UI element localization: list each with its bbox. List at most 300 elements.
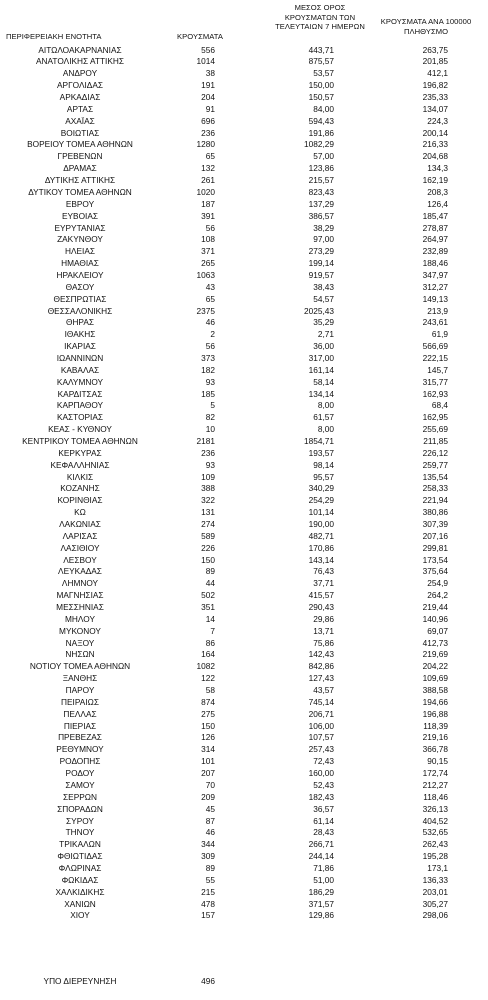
cell-region: ΥΠΟ ΔΙΕΡΕΥΝΗΣΗ bbox=[43, 976, 117, 986]
cell-7day-average: 266,71 bbox=[308, 839, 334, 850]
table-row bbox=[0, 756, 488, 768]
cell-7day-average: 482,71 bbox=[308, 530, 334, 541]
cell-region: ΑΧΑΪΑΣ bbox=[65, 115, 95, 126]
cell-region: ΚΕΑΣ - ΚΥΘΝΟΥ bbox=[48, 424, 112, 435]
table-row bbox=[0, 899, 488, 911]
table-row bbox=[0, 638, 488, 650]
cell-7day-average: 75,86 bbox=[313, 637, 334, 648]
cell-7day-average: 160,00 bbox=[308, 768, 334, 779]
table-row bbox=[0, 294, 488, 306]
cell-cases: 874 bbox=[201, 696, 215, 707]
table-row-under-investigation bbox=[0, 976, 488, 988]
cell-rate-per-100000: 232,89 bbox=[422, 246, 448, 257]
cell-region: ΞΑΝΘΗΣ bbox=[62, 673, 98, 684]
cell-cases: 696 bbox=[201, 115, 215, 126]
cell-rate-per-100000: 219,44 bbox=[422, 602, 448, 613]
cell-cases: 187 bbox=[201, 198, 215, 209]
table-row bbox=[0, 223, 488, 235]
cell-cases: 371 bbox=[201, 246, 215, 257]
cell-cases: 10 bbox=[205, 424, 215, 435]
cell-region: ΑΡΚΑΔΙΑΣ bbox=[59, 92, 101, 103]
cell-cases: 1063 bbox=[196, 269, 215, 280]
cell-cases: 44 bbox=[205, 578, 215, 589]
table-row bbox=[0, 56, 488, 68]
table-row bbox=[0, 317, 488, 329]
cell-7day-average: 193,57 bbox=[308, 447, 334, 458]
cell-region: ΑΡΤΑΣ bbox=[66, 103, 94, 114]
cell-region: ΛΕΥΚΑΔΑΣ bbox=[58, 566, 102, 577]
cell-region: ΜΗΛΟΥ bbox=[65, 613, 95, 624]
cell-cases: 122 bbox=[201, 673, 215, 684]
cell-cases: 204 bbox=[201, 92, 215, 103]
cell-cases: 7 bbox=[210, 625, 215, 636]
cell-rate-per-100000: 140,96 bbox=[422, 613, 448, 624]
table-row bbox=[0, 139, 488, 151]
cell-7day-average: 76,43 bbox=[313, 566, 334, 577]
cell-region: ΠΙΕΡΙΑΣ bbox=[63, 720, 97, 731]
header-cases: ΚΡΟΥΣΜΑΤΑ bbox=[177, 32, 223, 41]
cell-cases: 56 bbox=[205, 341, 215, 352]
cell-region: ΘΕΣΠΡΩΤΙΑΣ bbox=[53, 293, 107, 304]
cell-7day-average: 71,86 bbox=[313, 862, 334, 873]
cell-7day-average: 52,43 bbox=[313, 779, 334, 790]
cell-region: ΚΩ bbox=[74, 507, 86, 518]
table-row bbox=[0, 365, 488, 377]
cell-rate-per-100000: 224,3 bbox=[427, 115, 448, 126]
table-row bbox=[0, 816, 488, 828]
cell-cases: 344 bbox=[201, 839, 215, 850]
cell-rate-per-100000: 185,47 bbox=[422, 210, 448, 221]
cell-7day-average: 443,71 bbox=[308, 44, 334, 55]
table-row bbox=[0, 128, 488, 140]
cell-region: ΜΕΣΣΗΝΙΑΣ bbox=[56, 602, 104, 613]
cell-region: ΙΚΑΡΙΑΣ bbox=[64, 341, 96, 352]
table-row bbox=[0, 614, 488, 626]
cell-rate-per-100000: 255,69 bbox=[422, 424, 448, 435]
cell-rate-per-100000: 207,16 bbox=[422, 530, 448, 541]
cell-rate-per-100000: 263,75 bbox=[422, 44, 448, 55]
cell-rate-per-100000: 162,95 bbox=[422, 412, 448, 423]
cell-region: ΚΟΖΑΝΗΣ bbox=[60, 483, 100, 494]
cell-7day-average: 842,86 bbox=[308, 661, 334, 672]
cell-cases: 185 bbox=[201, 388, 215, 399]
cell-cases: 236 bbox=[201, 447, 215, 458]
cell-rate-per-100000: 254,9 bbox=[427, 578, 448, 589]
cell-7day-average: 36,57 bbox=[313, 803, 334, 814]
cell-rate-per-100000: 134,3 bbox=[427, 163, 448, 174]
cell-rate-per-100000: 404,52 bbox=[422, 815, 448, 826]
cell-rate-per-100000: 380,86 bbox=[422, 507, 448, 518]
cell-rate-per-100000: 126,4 bbox=[427, 198, 448, 209]
cell-rate-per-100000: 307,39 bbox=[422, 519, 448, 529]
table-row bbox=[0, 531, 488, 543]
cell-region: ΗΛΕΙΑΣ bbox=[64, 246, 96, 257]
cell-region: ΚΕΦΑΛΛΗΝΙΑΣ bbox=[50, 459, 110, 470]
table-row bbox=[0, 483, 488, 495]
cell-7day-average: 257,43 bbox=[308, 744, 334, 755]
cell-cases: 589 bbox=[201, 530, 215, 541]
cell-region: ΒΟΙΩΤΙΑΣ bbox=[60, 127, 100, 138]
cell-cases: 265 bbox=[201, 258, 215, 269]
cell-cases: 1082 bbox=[196, 661, 215, 672]
table-row bbox=[0, 80, 488, 92]
table-row bbox=[0, 104, 488, 116]
cell-region: ΡΟΔΟΠΗΣ bbox=[59, 756, 101, 767]
cell-cases: 388 bbox=[201, 483, 215, 494]
cell-7day-average: 254,29 bbox=[308, 495, 334, 506]
cell-rate-per-100000: 211,85 bbox=[423, 435, 448, 446]
cell-rate-per-100000: 264,2 bbox=[427, 590, 448, 601]
cell-region: ΠΕΛΛΑΣ bbox=[63, 708, 97, 719]
table-row bbox=[0, 270, 488, 282]
cell-cases: 89 bbox=[205, 862, 215, 873]
table-row bbox=[0, 211, 488, 223]
cell-region: ΑΝΑΤΟΛΙΚΗΣ ΑΤΤΙΚΗΣ bbox=[35, 56, 125, 67]
cell-rate-per-100000: 305,27 bbox=[422, 898, 448, 909]
cell-rate-per-100000: 194,66 bbox=[422, 696, 448, 707]
cell-7day-average: 35,29 bbox=[313, 317, 334, 328]
cell-cases: 556 bbox=[201, 44, 215, 55]
cell-rate-per-100000: 109,69 bbox=[422, 673, 448, 684]
table-row bbox=[0, 839, 488, 851]
cell-region: ΠΕΙΡΑΙΩΣ bbox=[61, 696, 99, 707]
cell-region: ΔΥΤΙΚΗΣ ΑΤΤΙΚΗΣ bbox=[44, 175, 116, 186]
table-row bbox=[0, 768, 488, 780]
cell-rate-per-100000: 136,33 bbox=[422, 874, 448, 885]
cell-cases: 132 bbox=[201, 163, 215, 174]
table-row bbox=[0, 685, 488, 697]
cell-cases: 56 bbox=[205, 222, 215, 233]
cell-cases: 261 bbox=[201, 175, 215, 186]
cell-7day-average: 129,86 bbox=[308, 910, 334, 921]
table-row bbox=[0, 887, 488, 899]
cell-cases: 191 bbox=[201, 80, 215, 91]
table-row bbox=[0, 341, 488, 353]
cell-region: ΚΕΡΚΥΡΑΣ bbox=[58, 447, 102, 458]
table-row bbox=[0, 626, 488, 638]
cell-region: ΛΑΚΩΝΙΑΣ bbox=[59, 519, 101, 529]
cell-7day-average: 1082,29 bbox=[304, 139, 334, 150]
cell-rate-per-100000: 258,33 bbox=[422, 483, 448, 494]
cell-7day-average: 919,57 bbox=[308, 269, 334, 280]
cell-region: ΗΡΑΚΛΕΙΟΥ bbox=[56, 269, 104, 280]
cell-cases: 209 bbox=[201, 791, 215, 802]
cell-rate-per-100000: 61,9 bbox=[431, 329, 448, 340]
table-row bbox=[0, 258, 488, 270]
table-row bbox=[0, 649, 488, 661]
table-row bbox=[0, 827, 488, 839]
cell-rate-per-100000: 69,07 bbox=[427, 625, 448, 636]
cell-region: ΚΑΣΤΟΡΙΑΣ bbox=[56, 412, 104, 423]
cell-rate-per-100000: 204,68 bbox=[422, 151, 448, 162]
cell-region: ΛΗΜΝΟΥ bbox=[61, 578, 99, 589]
cell-cases: 496 bbox=[201, 976, 215, 986]
cell-region: ΒΟΡΕΙΟΥ ΤΟΜΕΑ ΑΘΗΝΩΝ bbox=[27, 139, 133, 150]
table-row bbox=[0, 246, 488, 258]
header-rate-per-100000 bbox=[365, 17, 487, 36]
cell-7day-average: 191,86 bbox=[308, 127, 334, 138]
cell-rate-per-100000: 221,94 bbox=[422, 495, 448, 506]
cell-region: ΖΑΚΥΝΘΟΥ bbox=[57, 234, 103, 245]
cell-7day-average: 273,29 bbox=[308, 246, 334, 257]
table-row bbox=[0, 732, 488, 744]
table-row bbox=[0, 472, 488, 484]
cell-cases: 43 bbox=[205, 281, 215, 292]
cell-rate-per-100000: 222,15 bbox=[422, 352, 448, 363]
cell-7day-average: 95,57 bbox=[313, 471, 334, 482]
table-row bbox=[0, 329, 488, 341]
cell-rate-per-100000: 196,88 bbox=[422, 708, 448, 719]
table-row bbox=[0, 863, 488, 875]
table-row bbox=[0, 389, 488, 401]
cell-region: ΚΙΛΚΙΣ bbox=[66, 471, 94, 482]
table-row bbox=[0, 673, 488, 685]
cell-7day-average: 54,57 bbox=[313, 293, 334, 304]
cell-cases: 87 bbox=[205, 815, 215, 826]
cell-7day-average: 186,29 bbox=[308, 886, 334, 897]
cell-region: ΠΑΡΟΥ bbox=[65, 685, 95, 696]
cell-7day-average: 190,00 bbox=[308, 519, 334, 529]
cell-rate-per-100000: 235,33 bbox=[422, 92, 448, 103]
table-row bbox=[0, 199, 488, 211]
table-row bbox=[0, 448, 488, 460]
cell-7day-average: 36,00 bbox=[313, 341, 334, 352]
table-row bbox=[0, 412, 488, 424]
cell-7day-average: 127,43 bbox=[308, 673, 334, 684]
cell-7day-average: 386,57 bbox=[308, 210, 334, 221]
table-row bbox=[0, 780, 488, 792]
cell-7day-average: 84,00 bbox=[313, 103, 334, 114]
cell-rate-per-100000: 162,19 bbox=[422, 175, 448, 186]
cell-rate-per-100000: 68,4 bbox=[431, 400, 448, 411]
cell-region: ΠΡΕΒΕΖΑΣ bbox=[58, 732, 102, 743]
table-row bbox=[0, 282, 488, 294]
cell-cases: 1020 bbox=[196, 186, 215, 197]
cell-rate-per-100000: 375,64 bbox=[422, 566, 448, 577]
cell-7day-average: 199,14 bbox=[308, 258, 334, 269]
cell-7day-average: 72,43 bbox=[313, 756, 334, 767]
cell-region: ΝΑΞΟΥ bbox=[65, 637, 95, 648]
cell-rate-per-100000: 216,33 bbox=[422, 139, 448, 150]
cell-region: ΛΑΣΙΘΙΟΥ bbox=[60, 542, 100, 553]
cell-region: ΚΑΛΥΜΝΟΥ bbox=[56, 376, 104, 387]
table-row bbox=[0, 306, 488, 318]
table-row bbox=[0, 804, 488, 816]
cell-7day-average: 2025,43 bbox=[304, 305, 334, 316]
cell-cases: 93 bbox=[205, 459, 215, 470]
cell-cases: 65 bbox=[205, 293, 215, 304]
cell-7day-average: 51,00 bbox=[313, 874, 334, 885]
table-row bbox=[0, 151, 488, 163]
cell-rate-per-100000: 172,74 bbox=[422, 768, 448, 779]
cell-7day-average: 182,43 bbox=[308, 791, 334, 802]
table-row bbox=[0, 566, 488, 578]
cell-cases: 502 bbox=[201, 590, 215, 601]
cell-cases: 150 bbox=[201, 554, 215, 565]
cell-cases: 314 bbox=[201, 744, 215, 755]
cell-7day-average: 143,14 bbox=[308, 554, 334, 565]
header-region: ΠΕΡΙΦΕΡΕΙΑΚΗ ΕΝΟΤΗΤΑ bbox=[6, 32, 102, 41]
cell-rate-per-100000: 200,14 bbox=[422, 127, 448, 138]
cell-region: ΚΟΡΙΝΘΙΑΣ bbox=[57, 495, 103, 506]
table-row bbox=[0, 377, 488, 389]
header-avg-line: ΚΡΟΥΣΜΑΤΩΝ ΤΩΝ bbox=[284, 12, 356, 22]
cell-rate-per-100000: 298,06 bbox=[422, 910, 448, 921]
table-row bbox=[0, 709, 488, 721]
cell-rate-per-100000: 90,15 bbox=[427, 756, 448, 767]
cell-rate-per-100000: 264,97 bbox=[422, 234, 448, 245]
cell-rate-per-100000: 204,22 bbox=[422, 661, 448, 672]
cell-rate-per-100000: 118,46 bbox=[423, 791, 448, 802]
cell-7day-average: 38,29 bbox=[313, 222, 334, 233]
cell-7day-average: 61,57 bbox=[313, 412, 334, 423]
cell-7day-average: 371,57 bbox=[308, 898, 334, 909]
cell-cases: 2 bbox=[210, 329, 215, 340]
cell-region: ΜΑΓΝΗΣΙΑΣ bbox=[56, 590, 104, 601]
cell-cases: 89 bbox=[205, 566, 215, 577]
cell-cases: 236 bbox=[201, 127, 215, 138]
cell-cases: 351 bbox=[201, 602, 215, 613]
cell-region: ΛΕΣΒΟΥ bbox=[63, 554, 97, 565]
cell-region: ΑΝΔΡΟΥ bbox=[62, 68, 98, 79]
cell-rate-per-100000: 315,77 bbox=[422, 376, 448, 387]
table-row bbox=[0, 175, 488, 187]
cell-cases: 38 bbox=[205, 68, 215, 79]
cell-rate-per-100000: 201,85 bbox=[422, 56, 448, 67]
cell-cases: 2375 bbox=[196, 305, 215, 316]
cell-rate-per-100000: 566,69 bbox=[422, 341, 448, 352]
header-avg-line: ΜΕΣΟΣ ΟΡΟΣ bbox=[294, 3, 346, 12]
cell-cases: 45 bbox=[205, 803, 215, 814]
cell-rate-per-100000: 532,65 bbox=[422, 827, 448, 838]
cell-rate-per-100000: 212,27 bbox=[422, 779, 448, 790]
cell-rate-per-100000: 208,3 bbox=[427, 186, 448, 197]
cell-region: ΝΟΤΙΟΥ ΤΟΜΕΑ ΑΘΗΝΩΝ bbox=[29, 661, 131, 672]
cell-region: ΜΥΚΟΝΟΥ bbox=[59, 625, 101, 636]
cell-7day-average: 745,14 bbox=[308, 696, 334, 707]
table-row bbox=[0, 697, 488, 709]
cell-7day-average: 97,00 bbox=[313, 234, 334, 245]
header-rate-line: ΚΡΟΥΣΜΑΤΑ ΑΝΑ 100000 bbox=[380, 17, 472, 26]
cell-rate-per-100000: 388,58 bbox=[422, 685, 448, 696]
cell-region: ΛΑΡΙΣΑΣ bbox=[62, 530, 98, 541]
header-avg-line: ΤΕΛΕΥΤΑΙΩΝ 7 ΗΜΕΡΩΝ bbox=[275, 22, 365, 32]
cell-rate-per-100000: 326,13 bbox=[422, 803, 448, 814]
cell-cases: 2181 bbox=[196, 435, 215, 446]
cell-region: ΣΕΡΡΩΝ bbox=[63, 791, 97, 802]
cell-7day-average: 37,71 bbox=[313, 578, 334, 589]
cell-cases: 5 bbox=[210, 400, 215, 411]
cell-region: ΚΑΡΔΙΤΣΑΣ bbox=[57, 388, 103, 399]
cell-cases: 164 bbox=[201, 649, 215, 660]
cell-7day-average: 170,86 bbox=[308, 542, 334, 553]
cell-region: ΚΑΒΑΛΑΣ bbox=[60, 364, 100, 375]
cell-7day-average: 53,57 bbox=[313, 68, 334, 79]
cell-region: ΦΛΩΡΙΝΑΣ bbox=[58, 862, 102, 873]
table-row bbox=[0, 116, 488, 128]
cell-rate-per-100000: 162,93 bbox=[422, 388, 448, 399]
table-row bbox=[0, 602, 488, 614]
cell-7day-average: 290,43 bbox=[308, 602, 334, 613]
cell-rate-per-100000: 149,13 bbox=[422, 293, 448, 304]
cell-cases: 46 bbox=[205, 827, 215, 838]
cell-rate-per-100000: 203,01 bbox=[422, 886, 448, 897]
table-row bbox=[0, 590, 488, 602]
cell-7day-average: 38,43 bbox=[313, 281, 334, 292]
table-row bbox=[0, 721, 488, 733]
cell-region: ΦΘΙΩΤΙΔΑΣ bbox=[57, 851, 103, 862]
cell-region: ΙΘΑΚΗΣ bbox=[64, 329, 96, 340]
table-row bbox=[0, 45, 488, 57]
cell-cases: 65 bbox=[205, 151, 215, 162]
table-row bbox=[0, 353, 488, 365]
cell-region: ΧΙΟΥ bbox=[70, 910, 90, 921]
cell-7day-average: 43,57 bbox=[313, 685, 334, 696]
cell-cases: 309 bbox=[201, 851, 215, 862]
cell-region: ΧΑΝΙΩΝ bbox=[64, 898, 96, 909]
cell-7day-average: 123,86 bbox=[308, 163, 334, 174]
cell-region: ΗΜΑΘΙΑΣ bbox=[61, 258, 99, 269]
table-row bbox=[0, 875, 488, 887]
cell-region: ΤΡΙΚΑΛΩΝ bbox=[59, 839, 101, 850]
cell-7day-average: 29,86 bbox=[313, 613, 334, 624]
cell-region: ΕΥΒΟΙΑΣ bbox=[61, 210, 99, 221]
cell-7day-average: 101,14 bbox=[308, 507, 334, 518]
cell-7day-average: 150,57 bbox=[308, 92, 334, 103]
cell-cases: 1280 bbox=[196, 139, 215, 150]
cell-7day-average: 134,14 bbox=[308, 388, 334, 399]
cell-region: ΘΕΣΣΑΛΟΝΙΚΗΣ bbox=[47, 305, 113, 316]
cell-rate-per-100000: 347,97 bbox=[422, 269, 448, 280]
table-row bbox=[0, 661, 488, 673]
cell-7day-average: 823,43 bbox=[308, 186, 334, 197]
table-row bbox=[0, 460, 488, 472]
cell-region: ΣΑΜΟΥ bbox=[65, 779, 95, 790]
table-row bbox=[0, 519, 488, 531]
header-rate-line: ΠΛΗΘΥΣΜΟ bbox=[403, 26, 449, 36]
cell-cases: 150 bbox=[201, 720, 215, 731]
cell-rate-per-100000: 412,1 bbox=[427, 68, 448, 79]
cell-7day-average: 161,14 bbox=[308, 364, 334, 375]
cell-region: ΚΑΡΠΑΘΟΥ bbox=[56, 400, 104, 411]
cell-7day-average: 875,57 bbox=[308, 56, 334, 67]
cell-cases: 58 bbox=[205, 685, 215, 696]
cell-cases: 207 bbox=[201, 768, 215, 779]
cell-cases: 275 bbox=[201, 708, 215, 719]
cell-rate-per-100000: 243,61 bbox=[422, 317, 448, 328]
table-row bbox=[0, 436, 488, 448]
cell-region: ΔΥΤΙΚΟΥ ΤΟΜΕΑ ΑΘΗΝΩΝ bbox=[28, 186, 132, 197]
cell-rate-per-100000: 145,7 bbox=[427, 364, 448, 375]
cell-cases: 373 bbox=[201, 352, 215, 363]
cell-region: ΚΕΝΤΡΙΚΟΥ ΤΟΜΕΑ ΑΘΗΝΩΝ bbox=[22, 435, 138, 446]
cell-7day-average: 215,57 bbox=[308, 175, 334, 186]
cell-7day-average: 137,29 bbox=[308, 198, 334, 209]
cell-cases: 215 bbox=[201, 886, 215, 897]
cell-7day-average: 106,00 bbox=[308, 720, 334, 731]
cell-cases: 101 bbox=[201, 756, 215, 767]
cell-cases: 157 bbox=[201, 910, 215, 921]
cell-region: ΡΕΘΥΜΝΟΥ bbox=[56, 744, 104, 755]
cell-7day-average: 8,00 bbox=[317, 400, 334, 411]
cell-cases: 108 bbox=[201, 234, 215, 245]
cell-cases: 14 bbox=[205, 613, 215, 624]
cell-cases: 182 bbox=[201, 364, 215, 375]
cell-rate-per-100000: 219,16 bbox=[422, 732, 448, 743]
cell-rate-per-100000: 366,78 bbox=[422, 744, 448, 755]
table-row bbox=[0, 400, 488, 412]
cell-cases: 126 bbox=[201, 732, 215, 743]
